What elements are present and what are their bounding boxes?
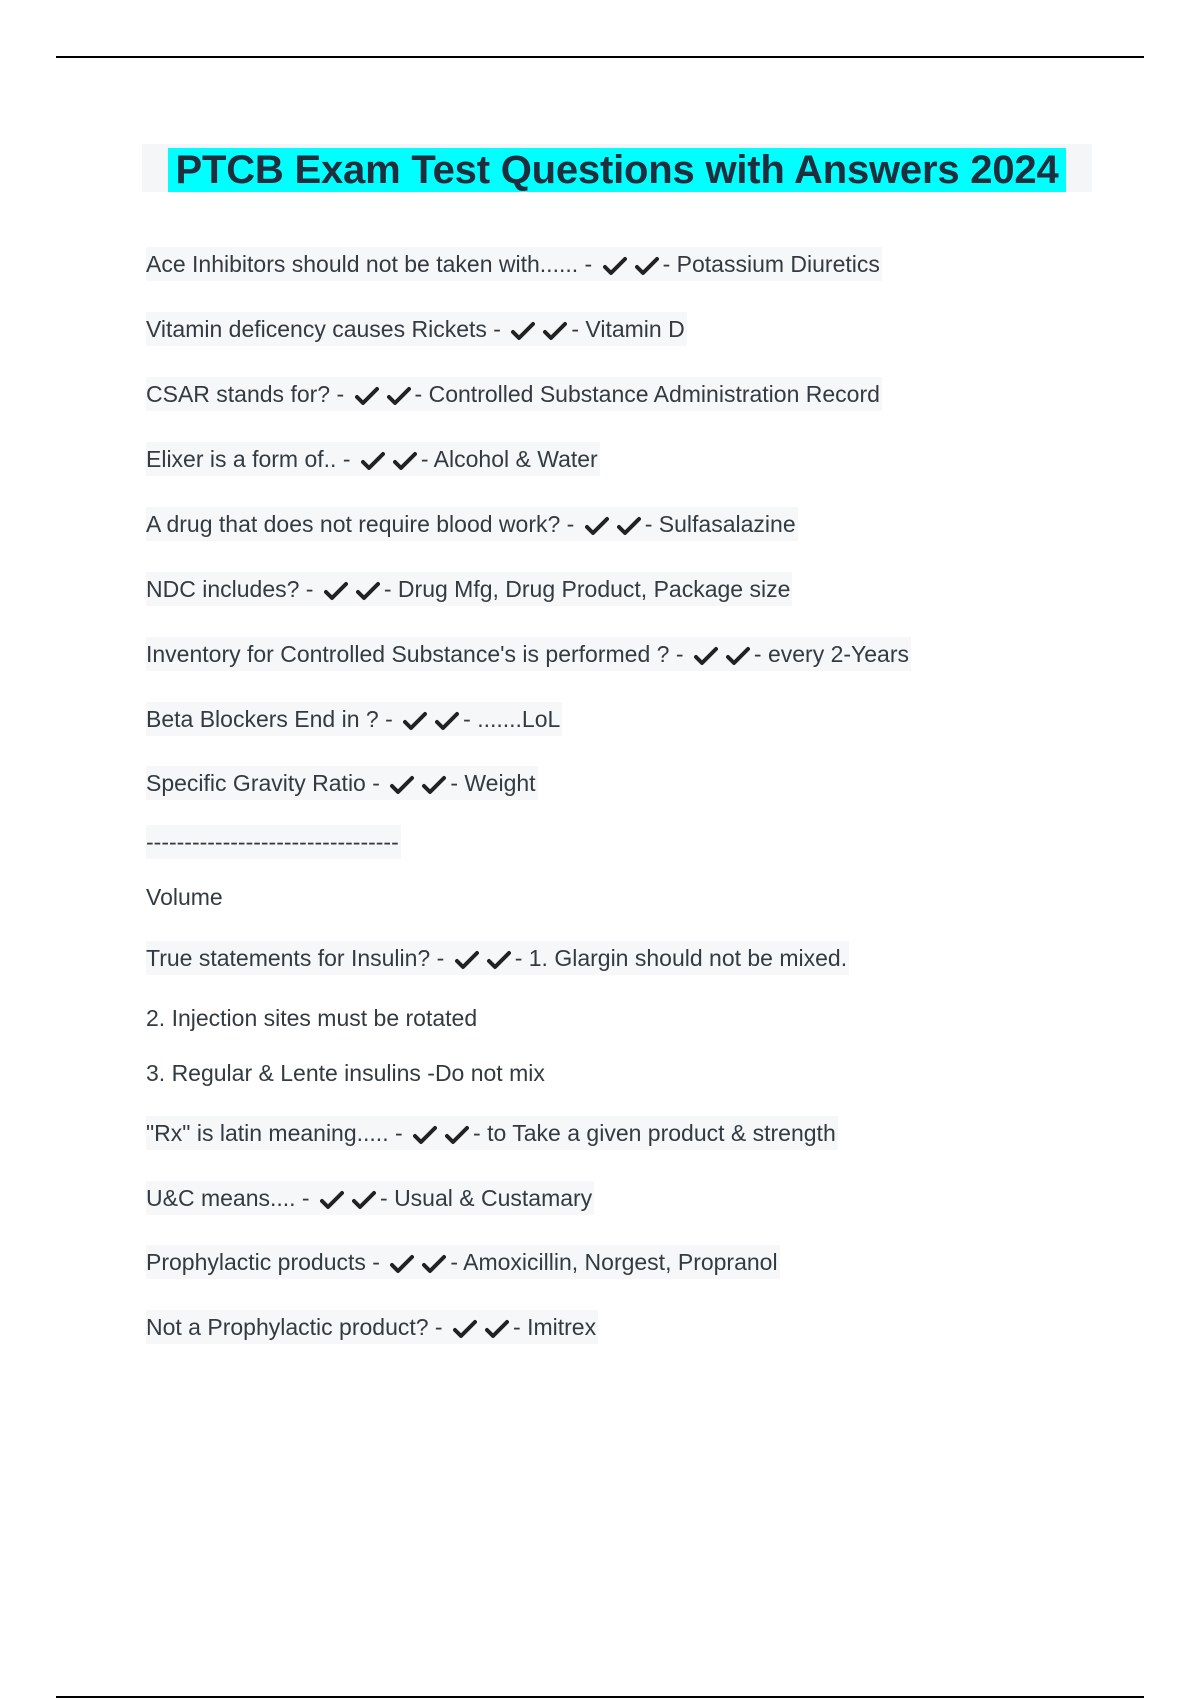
separator: - xyxy=(486,316,508,342)
qa-item xyxy=(146,941,849,975)
separator: - xyxy=(430,945,451,971)
question-text: Ace Inhibitors should not be taken with...... xyxy=(146,251,579,277)
check-mark-icon xyxy=(352,1190,376,1210)
answer-text: Potassium Diuretics xyxy=(676,251,880,277)
qa-item xyxy=(146,247,882,281)
qa-item xyxy=(146,702,562,736)
answer-text: every 2-Years xyxy=(767,641,910,667)
check-mark-icon xyxy=(422,1254,446,1274)
check-mark-icon xyxy=(393,451,417,471)
answer-text: to Take a given product & strength xyxy=(487,1120,836,1146)
question-text: CSAR stands for? xyxy=(146,381,331,407)
qa-item xyxy=(146,312,687,346)
separator: - xyxy=(644,511,659,537)
separator: - xyxy=(450,770,465,796)
answer-text: Amoxicillin, Norgest, Propranol xyxy=(463,1249,778,1275)
check-mark-icon xyxy=(726,646,750,666)
check-mark-icon xyxy=(617,516,641,536)
answer-text: Alcohol & Water xyxy=(433,446,598,472)
question-text: True statements for Insulin? xyxy=(146,945,431,971)
separator: - xyxy=(753,641,768,667)
separator: - xyxy=(330,381,351,407)
separator: - xyxy=(463,706,478,732)
insulin-statement-3: 3. Regular & Lente insulins -Do not mix xyxy=(146,1060,545,1086)
answer-text: Drug Mfg, Drug Product, Package size xyxy=(397,576,791,602)
check-mark-icon xyxy=(422,775,446,795)
question-text: U&C means.... xyxy=(146,1185,296,1211)
answer-text: Vitamin D xyxy=(585,316,685,342)
check-mark-icon xyxy=(455,950,479,970)
check-mark-icon xyxy=(435,711,459,731)
top-rule xyxy=(56,56,1144,58)
separator: - xyxy=(365,1249,387,1275)
answer-text: Controlled Substance Administration Record xyxy=(428,381,880,407)
check-mark-icon xyxy=(511,321,535,341)
question-text: Beta Blockers End in ? xyxy=(146,706,379,732)
question-text: "Rx" is latin meaning..... xyxy=(146,1120,389,1146)
question-text: Inventory for Controlled Substance's is performed ? xyxy=(146,641,670,667)
check-mark-icon xyxy=(635,256,659,276)
bottom-rule xyxy=(56,1696,1144,1698)
check-mark-icon xyxy=(361,451,385,471)
check-mark-icon xyxy=(694,646,718,666)
check-mark-icon xyxy=(390,775,414,795)
separator: - xyxy=(450,1249,464,1275)
qa-item xyxy=(146,766,538,800)
separator: - xyxy=(669,641,690,667)
qa-item xyxy=(146,1245,780,1279)
separator: - xyxy=(514,945,529,971)
separator: - xyxy=(662,251,677,277)
answer-text: Imitrex xyxy=(527,1314,597,1340)
check-mark-icon xyxy=(390,1254,414,1274)
separator: - xyxy=(336,446,357,472)
check-mark-icon xyxy=(413,1125,437,1145)
separator: - xyxy=(428,1314,449,1340)
fraction-line: --------------------------------- xyxy=(146,825,401,859)
qa-item xyxy=(146,1181,594,1215)
question-text: Vitamin deficency causes Rickets xyxy=(146,316,487,342)
answer-text: 1. Glargin should not be mixed. xyxy=(528,945,848,971)
separator: - xyxy=(388,1120,410,1146)
qa-item xyxy=(146,637,911,671)
separator: - xyxy=(513,1314,528,1340)
check-mark-icon xyxy=(453,1319,477,1339)
answer-text: Usual & Custamary xyxy=(394,1185,593,1211)
separator: - xyxy=(420,446,434,472)
separator: - xyxy=(383,576,398,602)
check-mark-icon xyxy=(585,516,609,536)
check-mark-icon xyxy=(487,950,511,970)
question-text: Prophylactic products xyxy=(146,1249,366,1275)
check-mark-icon xyxy=(485,1319,509,1339)
qa-item xyxy=(146,377,882,411)
question-text: A drug that does not require blood work? xyxy=(146,511,561,537)
question-text: Specific Gravity Ratio xyxy=(146,770,366,796)
insulin-statement-2: 2. Injection sites must be rotated xyxy=(146,1005,478,1031)
check-mark-icon xyxy=(387,386,411,406)
separator: - xyxy=(299,576,320,602)
qa-item xyxy=(146,572,792,606)
fraction-denominator: Volume xyxy=(146,884,223,910)
question-text: NDC includes? xyxy=(146,576,300,602)
answer-text: .......LoL xyxy=(477,706,561,732)
qa-item xyxy=(146,1310,598,1344)
check-mark-icon xyxy=(543,321,567,341)
check-mark-icon xyxy=(403,711,427,731)
separator: - xyxy=(295,1185,316,1211)
page-title: PTCB Exam Test Questions with Answers 2024 xyxy=(168,148,1066,192)
qa-item xyxy=(146,442,600,476)
check-mark-icon xyxy=(324,581,348,601)
qa-item xyxy=(146,1116,838,1150)
check-mark-icon xyxy=(603,256,627,276)
separator: - xyxy=(473,1120,488,1146)
question-text: Not a Prophylactic product? xyxy=(146,1314,429,1340)
check-mark-icon xyxy=(355,386,379,406)
answer-text: Sulfasalazine xyxy=(658,511,796,537)
qa-item xyxy=(146,507,798,541)
separator: - xyxy=(378,706,400,732)
separator: - xyxy=(365,770,387,796)
separator: - xyxy=(560,511,581,537)
check-mark-icon xyxy=(356,581,380,601)
separator: - xyxy=(571,316,586,342)
check-mark-icon xyxy=(445,1125,469,1145)
separator: - xyxy=(414,381,429,407)
answer-text: Weight xyxy=(464,770,536,796)
separator: - xyxy=(380,1185,395,1211)
question-text: Elixer is a form of.. xyxy=(146,446,337,472)
separator: - xyxy=(578,251,599,277)
check-mark-icon xyxy=(320,1190,344,1210)
